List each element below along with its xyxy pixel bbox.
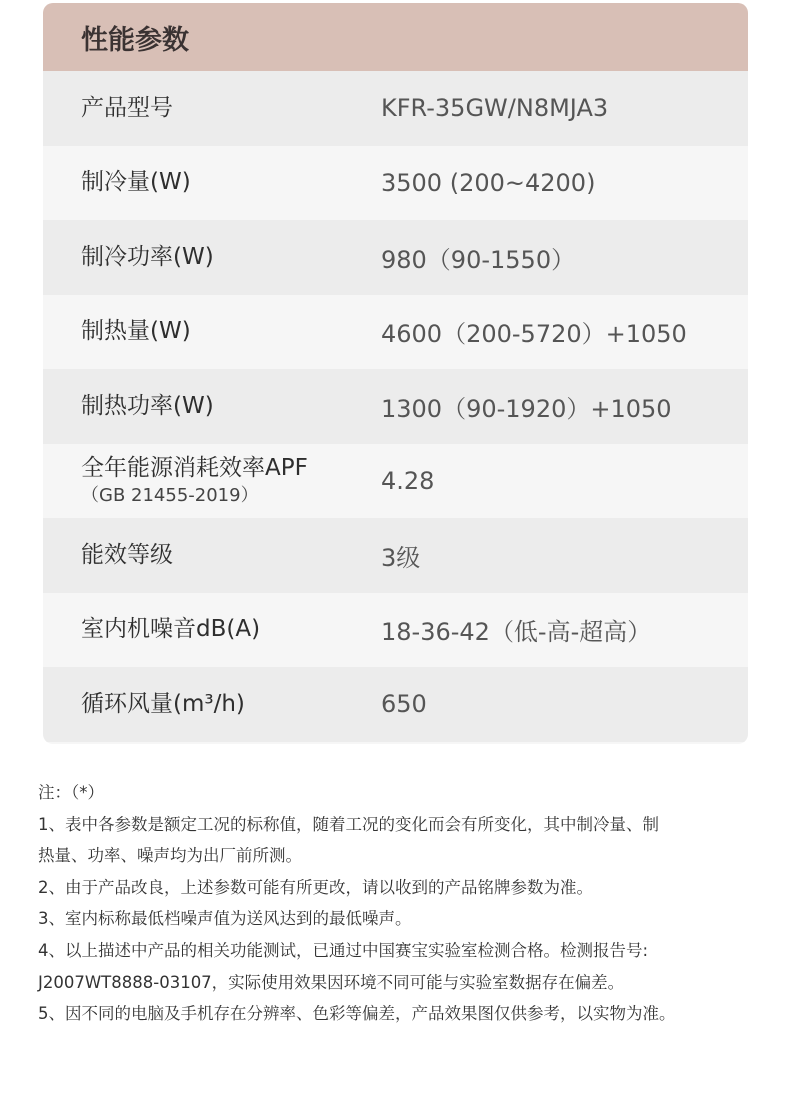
- spec-value: 3500 (200~4200): [381, 168, 596, 197]
- spec-row-cooling-power: [43, 220, 748, 295]
- spec-value: 650: [381, 690, 427, 719]
- spec-row-cooling-capacity: [43, 146, 748, 221]
- spec-label: [43, 243, 381, 272]
- spec-label-text: 能效等级: [81, 541, 173, 568]
- spec-value: 980（90-1550）: [381, 245, 576, 274]
- spec-value: 3级: [381, 543, 421, 572]
- spec-label: [43, 454, 381, 507]
- spec-row-model: [43, 71, 748, 146]
- notes-title: 注：（*）: [38, 783, 104, 802]
- spec-row-energy-grade: [43, 518, 748, 593]
- spec-label: [43, 168, 381, 197]
- spec-label-subtext: （GB 21455-2019）: [81, 484, 259, 506]
- spec-value: KFR-35GW/N8MJA3: [381, 94, 609, 123]
- spec-table-header: [43, 3, 748, 71]
- notes-line: 2、由于产品改良，上述参数可能有所更改，请以收到的产品铭牌参数为准。: [38, 877, 593, 897]
- spec-value: 4600（200-5720）+1050: [381, 320, 687, 349]
- notes-line: 3、室内标称最低档噪声值为送风达到的最低噪声。: [38, 909, 412, 929]
- spec-row-airflow: [43, 667, 748, 742]
- spec-label-text: 产品型号: [81, 94, 173, 121]
- spec-label: [43, 392, 381, 421]
- spec-row-apf: [43, 444, 748, 519]
- spec-label-text: 全年能源消耗效率APF: [81, 455, 308, 482]
- spec-label-text: 制冷量(W): [81, 169, 191, 196]
- spec-label: [43, 690, 381, 719]
- spec-row-heating-capacity: [43, 295, 748, 370]
- spec-rows: [43, 71, 748, 742]
- notes-line: 1、表中各参数是额定工况的标称值，随着工况的变化而会有所变化，其中制冷量、制: [38, 814, 659, 834]
- notes-line: 4、以上描述中产品的相关功能测试，已通过中国赛宝实验室检测合格。检测报告号:: [38, 940, 649, 960]
- spec-label-text: 循环风量(m³/h): [81, 690, 245, 717]
- spec-label: [43, 541, 381, 570]
- notes-section: [38, 777, 768, 1030]
- notes-line: 热量、功率、噪声均为出厂前所测。: [38, 846, 302, 866]
- spec-value: 18-36-42（低-高-超高）: [381, 618, 652, 647]
- spec-label-text: 制冷功率(W): [81, 243, 214, 270]
- notes-line: J2007WT8888-03107，实际使用效果因环境不同可能与实验室数据存在偏差。: [38, 972, 625, 992]
- spec-row-heating-power: [43, 369, 748, 444]
- spec-row-indoor-noise: [43, 593, 748, 668]
- spec-label: [43, 615, 381, 644]
- spec-value: 1300（90-1920）+1050: [381, 394, 672, 423]
- spec-table-title: 性能参数: [81, 24, 189, 56]
- spec-label-text: 制热功率(W): [81, 392, 214, 419]
- spec-value: 4.28: [381, 466, 435, 495]
- spec-table: [43, 3, 748, 744]
- spec-label-text: 室内机噪音dB(A): [81, 616, 261, 643]
- spec-label-text: 制热量(W): [81, 318, 191, 345]
- notes-line: 5、因不同的电脑及手机存在分辨率、色彩等偏差，产品效果图仅供参考，以实物为准。: [38, 1004, 676, 1024]
- spec-label: [43, 94, 381, 123]
- spec-label: [43, 317, 381, 346]
